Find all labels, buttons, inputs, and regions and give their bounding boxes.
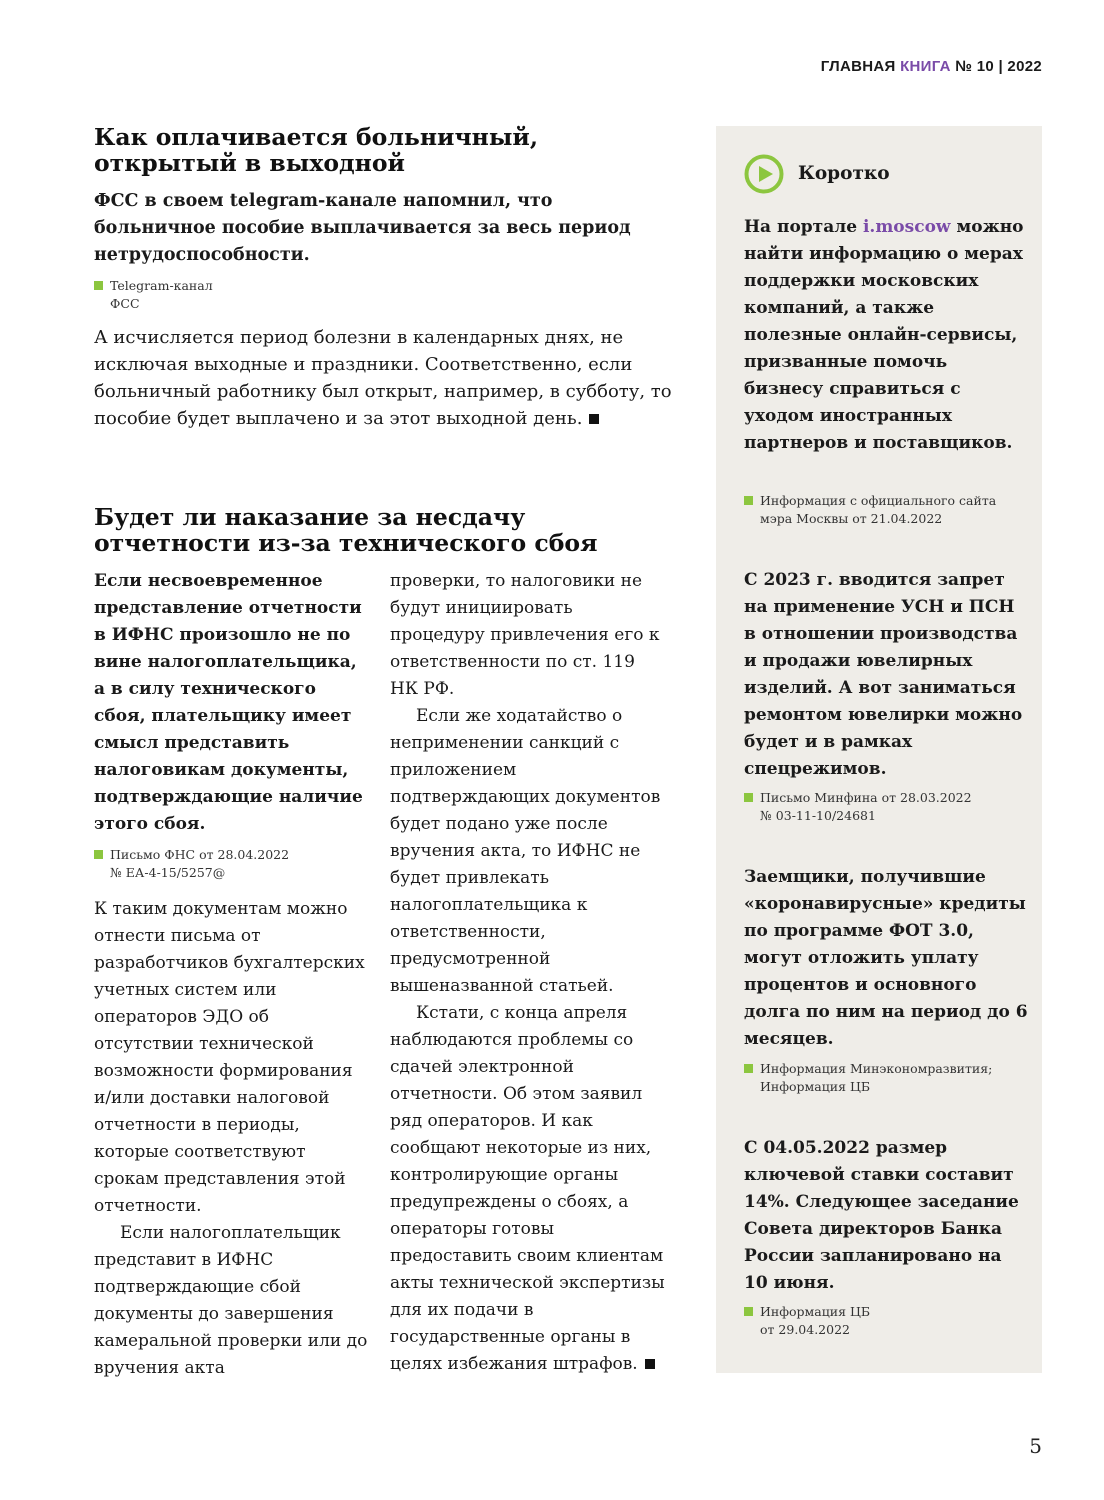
article-2-lead: Если несвоевременное представление отчетности в ИФНС произошло не по вине налогоплательщика, а в силу технического сбоя, плательщику имеет смысл представить налоговикам документы, подтверждающие наличие этого сбоя.	[94, 571, 363, 834]
sidebar-note-source: Письмо Минфина от 28.03.2022 № 03-11-10/24681	[744, 789, 972, 825]
article-2-title: Будет ли наказание за несдачу отчетности из-за технического сбоя	[94, 503, 598, 557]
sidebar-note: На портале i.moscow можно найти информацию о мерах поддержки московских компаний, а также полезные онлайн-сервисы, призванные помочь бизнесу справиться с уходом иностранных партнеров и поставщиков.	[744, 217, 1024, 453]
article-1-body: А исчисляется период болезни в календарных днях, не исключая выходные и праздники. Соответственно, если больничный работнику был открыт, например, в субботу, то пособие будет выплачено и за этот выходной день.	[94, 324, 674, 432]
brand-name: ГЛАВНАЯ	[820, 58, 896, 75]
article-2-column-1	[94, 568, 372, 1382]
sidebar-note-source: Информация с официального сайта мэра Москвы от 21.04.2022	[744, 492, 996, 528]
article-2-paragraph: проверки, то налоговики не будут инициировать процедуру привлечения его к ответственности по ст. 119 НК РФ.	[390, 571, 660, 699]
brand-name-accent: КНИГА	[900, 58, 951, 75]
source-marker-icon	[744, 1064, 753, 1073]
source-marker-icon	[744, 496, 753, 505]
article-1-title: Как оплачивается больничный, открытый в выходной	[94, 123, 539, 177]
sidebar-note: С 04.05.2022 размер ключевой ставки составит 14%. Следующее заседание Совета директоров Банка России запланировано на 10 июня.	[744, 1138, 1019, 1293]
article-2-paragraph: Кстати, с конца апреля наблюдаются проблемы со сдачей электронной отчетности. Об этом заявил ряд операторов. И как сообщают некоторые из них, контролирующие органы предупреждены о сбоях, а операторы готовы предоставить своим клиентам акты технической экспертизы для их подачи в государственные органы в целях избежания штрафов.	[390, 1000, 668, 1378]
source-marker-icon	[744, 1307, 753, 1316]
portal-link[interactable]: i.moscow	[862, 217, 951, 237]
page-number: 5	[1029, 1434, 1042, 1458]
article-1-lead: ФСС в своем telegram-канале напомнил, что больничное пособие выплачивается за весь период нетрудоспособности.	[94, 191, 631, 265]
sidebar-note: С 2023 г. вводится запрет на применение УСН и ПСН в отношении производства и продажи ювелирных изделий. А вот заниматься ремонтом ювелирки можно будет и в рамках спецрежимов.	[744, 570, 1023, 779]
sidebar-note-source: Информация Минэкономразвития; Информация ЦБ	[744, 1060, 992, 1096]
magazine-header	[821, 58, 1042, 75]
article-1-source: Telegram-канал ФСС	[94, 277, 213, 313]
issue-number: № 10 | 2022	[955, 58, 1042, 75]
article-2-source: Письмо ФНС от 28.04.2022 № ЕА-4-15/5257@	[94, 846, 372, 882]
play-circle-icon	[744, 154, 784, 194]
source-marker-icon	[94, 850, 103, 859]
article-2-paragraph: К таким документам можно отнести письма от разработчиков бухгалтерских учетных систем или операторов ЭДО об отсутствии технической возможности формирования и/или доставки налоговой отчетности в периоды, которые соответствуют срокам представления этой отчетности.	[94, 899, 365, 1216]
source-marker-icon	[744, 793, 753, 802]
source-marker-icon	[94, 281, 103, 290]
article-2-paragraph: Если налогоплательщик представит в ИФНС подтверждающие сбой документы до завершения камеральной проверки или до вручения акта	[94, 1223, 368, 1378]
sidebar-title: Коротко	[798, 163, 890, 184]
sidebar-note-source: Информация ЦБ от 29.04.2022	[744, 1303, 870, 1339]
article-2-paragraph: Если же ходатайство о неприменении санкций с приложением подтверждающих документов будет подано уже после вручения акта, то ИФНС не будет привлекать налогоплательщика к ответственности, предусмотренной вышеназванной статьей.	[390, 706, 661, 996]
sidebar-note: Заемщики, получившие «коронавирусные» кредиты по программе ФОТ 3.0, могут отложить уплату процентов и основного долга по ним на период до 6 месяцев.	[744, 867, 1028, 1049]
article-2-column-2	[390, 568, 668, 1378]
